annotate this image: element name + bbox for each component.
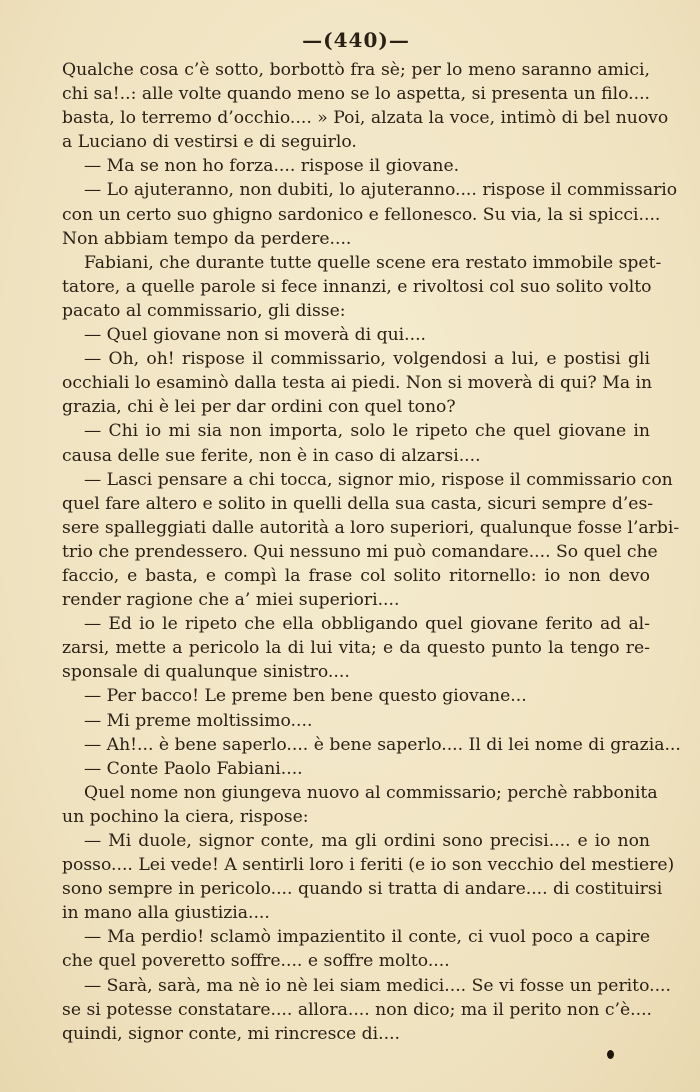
text-line: quindi, signor conte, mi rincresce di.... <box>62 1023 401 1044</box>
text-line: — Oh, oh! rispose il commissario, volgendosi a lui, e postisi gli <box>84 349 650 370</box>
text-line: sono sempre in pericolo.... quando si tratta di andare.... di costituirsi <box>62 879 663 900</box>
text-line: — Lasci pensare a chi tocca, signor mio, rispose il commissario con <box>84 469 673 490</box>
text-line: se si potesse constatare.... allora.... non dico; ma il perito non c’è.... <box>62 999 652 1020</box>
text-line: — Ed io le ripeto che ella obbligando quel giovane ferito ad al- <box>84 614 650 635</box>
text-line: basta, lo terremo d’occhio.... » Poi, alzata la voce, intimò di bel nuovo <box>62 108 669 129</box>
text-line: posso.... Lei vede! A sentirli loro i feriti (e io son vecchio del mestiere) <box>62 855 675 876</box>
text-line: — Mi duole, signor conte, ma gli ordini sono precisi.... e io non <box>84 831 650 851</box>
text-line: Qualche cosa c’è sotto, borbottò fra sè; per lo meno saranno amici, <box>62 60 650 80</box>
text-line: grazia, chi è lei per dar ordini con quel tono? <box>62 397 456 418</box>
text-line: un pochino la ciera, rispose: <box>62 806 309 827</box>
text-line: — Ah!... è bene saperlo.... è bene saperlo.... Il di lei nome di grazia... <box>84 734 681 755</box>
text-line: — Conte Paolo Fabiani.... <box>84 758 303 779</box>
text-line: — Chi io mi sia non importa, solo le ripeto che quel giovane in <box>84 421 650 442</box>
text-line: con un certo suo ghigno sardonico e fellonesco. Su via, la si spicci.... <box>62 204 661 225</box>
text-line: zarsi, mette a pericolo la di lui vita; e da questo punto la tengo re- <box>62 638 650 659</box>
text-line: chi sa!..: alle volte quando meno se lo aspetta, si presenta un filo.... <box>62 84 650 105</box>
text-line: a Luciano di vestirsi e di seguirlo. <box>62 132 357 153</box>
text-line: — Sarà, sarà, ma nè io nè lei siam medici.... Se vi fosse un perito.... <box>84 975 671 996</box>
text-line: trio che prendessero. Qui nessuno mi può comandare.... So quel che <box>62 541 658 562</box>
text-line: quel fare altero e solito in quelli della sua casta, sicuri sempre d’es- <box>62 493 654 514</box>
page-number: —(440)— <box>302 28 410 52</box>
text-line: — Ma perdio! sclamò impazientito il conte, ci vuol poco a capire <box>84 927 650 948</box>
text-line: faccio, e basta, e compì la frase col solito ritornello: io non devo <box>62 565 650 586</box>
text-line: Quel nome non giungeva nuovo al commissario; perchè rabbonita <box>84 782 658 803</box>
text-line: causa delle sue ferite, non è in caso di alzarsi.... <box>62 445 481 466</box>
text-line: — Ma se non ho forza.... rispose il giovane. <box>84 156 460 177</box>
text-line: Non abbiam tempo da perdere.... <box>62 228 352 249</box>
text-line: — Quel giovane non si moverà di qui.... <box>84 325 427 346</box>
text-line: — Per bacco! Le preme ben bene questo giovane... <box>84 686 527 707</box>
text-line: sponsale di qualunque sinistro.... <box>62 662 350 683</box>
text-line: render ragione che a’ miei superiori.... <box>62 590 400 611</box>
text-line: in mano alla giustizia.... <box>62 903 270 924</box>
text-line: tatore, a quelle parole si fece innanzi, e rivoltosi col suo solito volto <box>62 276 652 297</box>
text-line: occhiali lo esaminò dalla testa ai piedi. Non si moverà di qui? Ma in <box>62 373 653 394</box>
text-line: sere spalleggiati dalle autorità a loro superiori, qualunque fosse l’arbi- <box>62 517 680 538</box>
text-line: — Lo ajuteranno, non dubiti, lo ajuteranno.... rispose il commissario <box>84 180 678 201</box>
ink-blot <box>607 1050 614 1059</box>
text-line: che quel poveretto soffre.... e soffre molto.... <box>62 951 450 972</box>
text-line: — Mi preme moltissimo.... <box>84 710 313 731</box>
body-text <box>62 58 681 1046</box>
text-line: Fabiani, che durante tutte quelle scene era restato immobile spet- <box>84 252 662 273</box>
text-line: pacato al commissario, gli disse: <box>62 300 346 321</box>
